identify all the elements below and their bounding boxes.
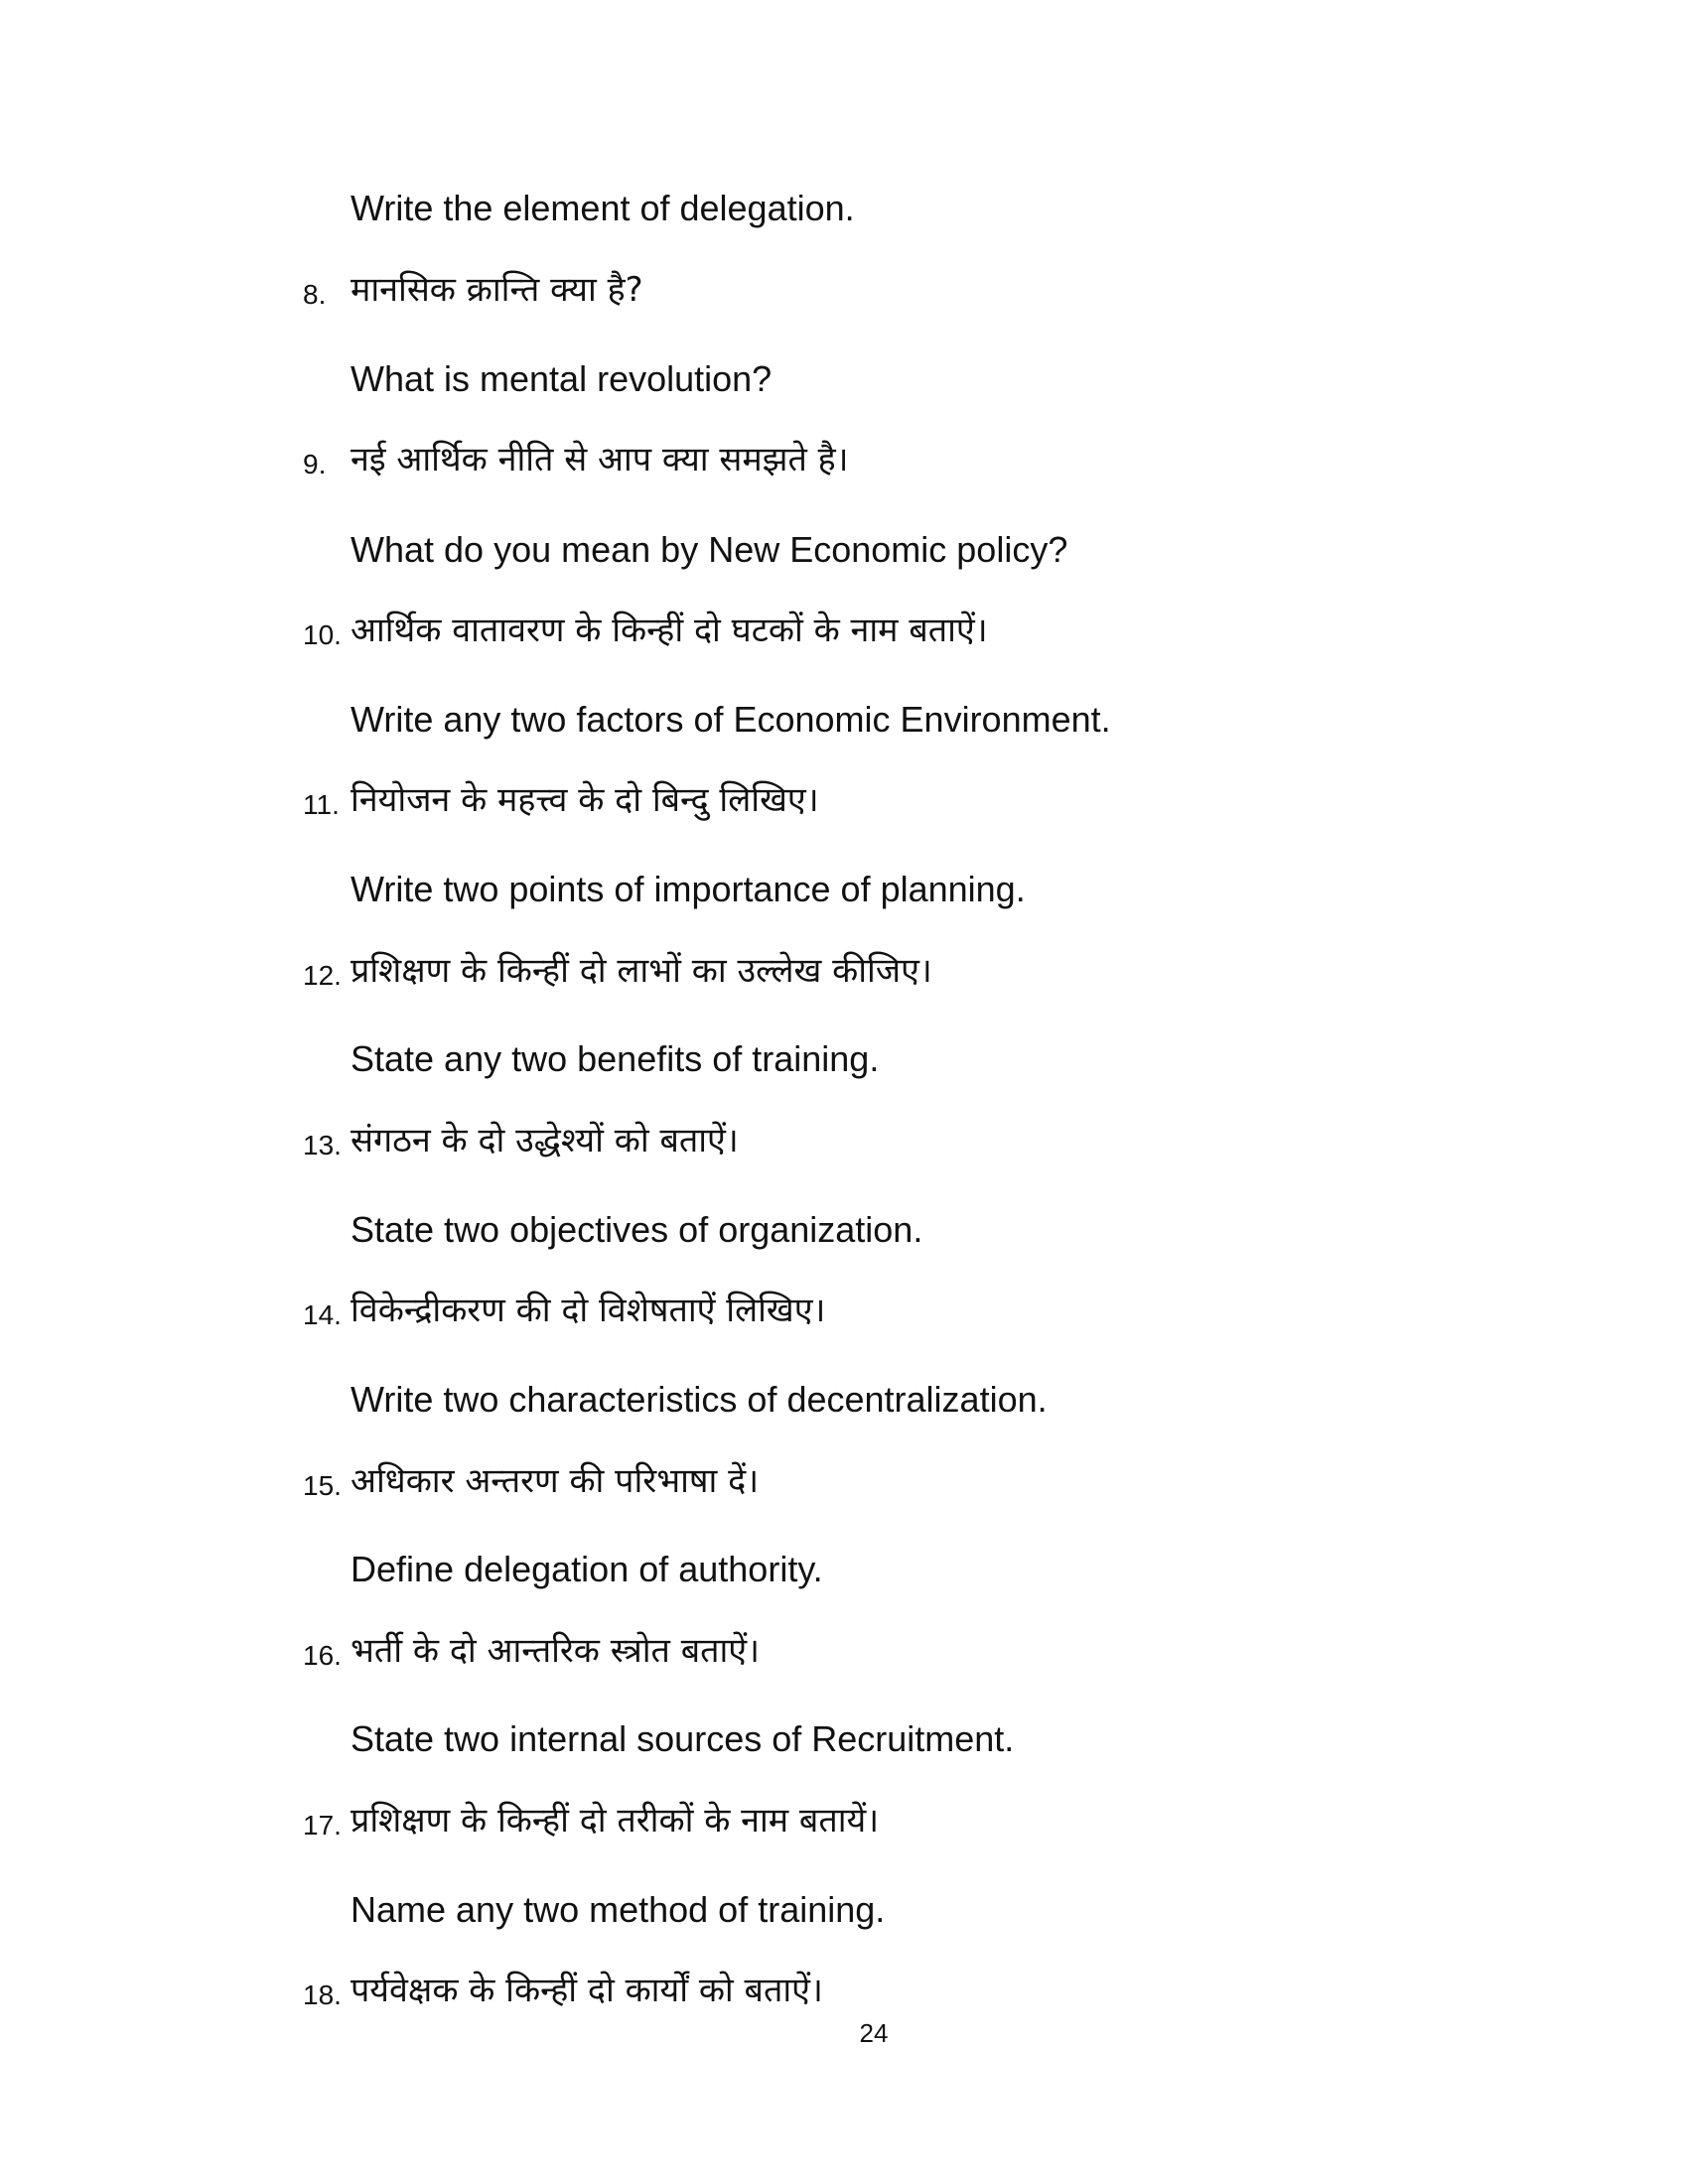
hindi-question-17: प्रशिक्षण के किन्हीं दो तरीकों के नाम बतायें। xyxy=(351,1801,880,1841)
english-question-17: Name any two method of training. xyxy=(351,1889,886,1930)
question-number-8: 8. xyxy=(303,279,327,310)
hindi-question-16: भर्ती के दो आन्तरिक स्त्रोत बताऐं। xyxy=(351,1631,760,1671)
english-question-7: Write the element of delegation. xyxy=(351,188,855,228)
english-question-11: Write two points of importance of planning. xyxy=(351,869,1026,909)
question-number-13: 13. xyxy=(303,1130,342,1160)
question-number-18: 18. xyxy=(303,1979,342,2010)
hindi-question-9: नई आर्थिक नीति से आप क्या समझते है। xyxy=(351,440,849,479)
question-number-9: 9. xyxy=(303,449,327,479)
question-number-10: 10. xyxy=(303,619,342,650)
hindi-question-14: विकेन्द्रीकरण की दो विशेषताऐं लिखिए। xyxy=(351,1291,826,1330)
english-question-10: Write any two factors of Economic Environment. xyxy=(351,699,1111,740)
english-question-8: What is mental revolution? xyxy=(351,358,773,399)
hindi-question-10: आर्थिक वातावरण के किन्हीं दो घटकों के नाम बताऐं। xyxy=(351,611,988,650)
english-question-12: State any two benefits of training. xyxy=(351,1038,880,1079)
hindi-question-13: संगठन के दो उद्धेश्यों को बताऐं। xyxy=(351,1121,739,1160)
english-question-15: Define delegation of authority. xyxy=(351,1549,823,1589)
hindi-question-18: पर्यवेक्षक के किन्हीं दो कार्यों को बताऐं। xyxy=(351,1971,823,2010)
english-question-14: Write two characteristics of decentralization. xyxy=(351,1379,1048,1420)
hindi-question-11: नियोजन के महत्त्व के दो बिन्दु लिखिए। xyxy=(351,780,819,820)
question-number-17: 17. xyxy=(303,1810,342,1841)
page-number: 24 xyxy=(859,2018,889,2048)
question-number-16: 16. xyxy=(303,1640,342,1671)
hindi-question-15: अधिकार अन्तरण की परिभाषा दें। xyxy=(351,1461,760,1501)
question-number-12: 12. xyxy=(303,960,342,991)
question-number-15: 15. xyxy=(303,1470,342,1501)
english-question-13: State two objectives of organization. xyxy=(351,1209,923,1250)
hindi-question-12: प्रशिक्षण के किन्हीं दो लाभों का उल्लेख कीजिए। xyxy=(351,951,932,991)
question-number-11: 11. xyxy=(303,789,340,820)
question-number-14: 14. xyxy=(303,1299,342,1330)
hindi-question-8: मानसिक क्रान्ति क्या है? xyxy=(351,270,643,310)
english-question-9: What do you mean by New Economic policy? xyxy=(351,529,1068,570)
english-question-16: State two internal sources of Recruitment. xyxy=(351,1718,1015,1759)
